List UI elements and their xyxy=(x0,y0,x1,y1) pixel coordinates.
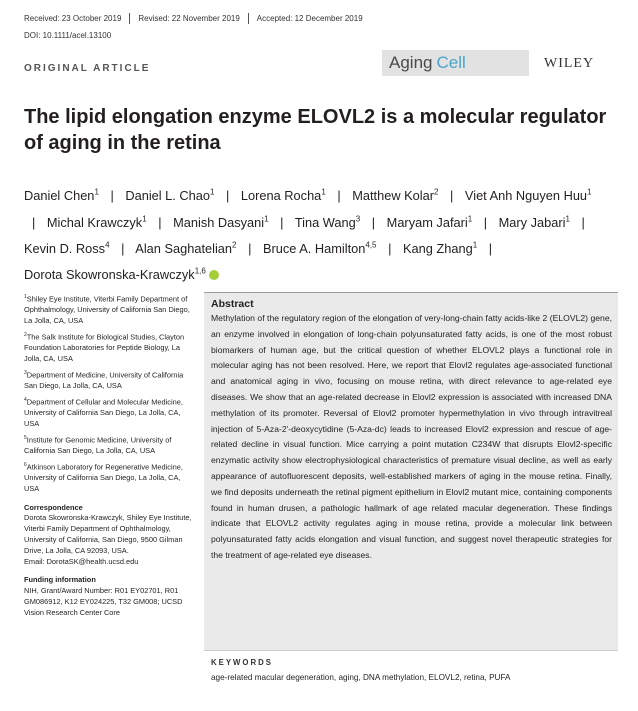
affiliations xyxy=(24,292,194,495)
affiliation-item xyxy=(24,368,194,392)
abstract-heading: Abstract xyxy=(211,298,254,310)
correspondence-heading: Correspondence xyxy=(24,502,83,512)
divider xyxy=(129,13,130,24)
abstract-box xyxy=(204,292,618,650)
affiliation-item xyxy=(24,292,194,327)
author-separator: | xyxy=(488,240,493,256)
author-name[interactable] xyxy=(263,241,377,256)
author-name-text: Kang Zhang xyxy=(402,240,473,256)
orcid-icon[interactable] xyxy=(209,270,219,280)
author-separator: | xyxy=(248,240,252,256)
section-label: ORIGINAL ARTICLE xyxy=(24,63,151,74)
keywords-text: age-related macular degeneration, aging, DNA methylation, ELOVL2, retina, PUFA xyxy=(211,673,511,682)
funding-text: NIH, Grant/Award Number: R01 EY02701, R01 GM086912, K12 EY024225, T32 GM008; UCSD Vision Research Center Core xyxy=(24,586,183,617)
author-name[interactable] xyxy=(403,241,477,256)
affiliation-number: 2 xyxy=(24,331,27,338)
author-affiliation-number: 4 xyxy=(105,240,110,250)
author-affiliation-number: 1 xyxy=(264,214,269,224)
author-name-text: Kevin D. Ross xyxy=(24,240,106,256)
affiliation-number: 6 xyxy=(24,461,27,468)
author-affiliation-number: 1 xyxy=(94,188,99,197)
affiliation-number: 3 xyxy=(24,369,27,376)
author-separator: | xyxy=(337,188,341,204)
author-separator: | xyxy=(32,214,36,230)
article-info-sidebar xyxy=(24,292,194,619)
author-name[interactable] xyxy=(24,188,99,203)
revised-date: Revised: 22 November 2019 xyxy=(138,14,240,23)
author-name-text: Viet Anh Nguyen Huu xyxy=(464,188,588,204)
author-separator: | xyxy=(121,240,125,256)
affiliation-text: Department of Medicine, University of California San Diego, La Jolla, CA, USA xyxy=(24,370,184,390)
author-name[interactable] xyxy=(241,188,326,203)
author-name[interactable] xyxy=(465,188,592,203)
affiliation-text: Atkinson Laboratory for Regenerative Medicine, University of California San Diego, La Jolla, CA, USA xyxy=(24,462,183,493)
affiliation-text: Shiley Eye Institute, Viterbi Family Department of Ophthalmology, University of California San Diego, La Jolla, CA, USA xyxy=(24,294,190,326)
author-name-text: Dorota Skowronska-Krawczyk xyxy=(24,267,195,283)
affiliation-item xyxy=(24,433,194,457)
divider xyxy=(248,13,249,24)
author-affiliation-number: 4,5 xyxy=(365,240,377,250)
author-affiliation-number: 1,6 xyxy=(194,266,206,276)
author-name-text: Matthew Kolar xyxy=(352,188,435,204)
correspondence-email[interactable]: Email: DorotaSK@health.ucsd.edu xyxy=(24,556,139,566)
journal-logo[interactable] xyxy=(382,50,529,76)
author-name[interactable] xyxy=(499,215,570,230)
author-name-text: Bruce A. Hamilton xyxy=(262,240,366,256)
author-name[interactable] xyxy=(24,241,110,256)
author-affiliation-number: 1 xyxy=(472,240,478,250)
affiliation-text: The Salk Institute for Biological Studies, Clayton Foundation Laboratories for Peptide Biology, La Jolla, CA, USA xyxy=(24,332,185,363)
author-name-text: Daniel L. Chao xyxy=(125,188,210,204)
author-separator: | xyxy=(226,188,230,204)
affiliation-item xyxy=(24,330,194,365)
abstract-text: Methylation of the regulatory region of the elongation of very-long-chain fatty acids-like 2 (ELOVL2) gene, an enzyme involved in elongation of long-chain polyunsaturated fatty acids, is one of the most robust biomarkers of human age, but the critical question of whether ELOVL2 plays a functional role in molecular aging has not been resolved. Here, we report that Elovl2 regulates age-associated functional and anatomical aging in vivo, focusing on mouse retina, with direct relevance to age-related eye diseases. We show that an age-related decrease in Elovl2 expression is associated with increased DNA methylation of its promoter. Reversal of Elovl2 promoter hypermethylation in vivo through intravitreal injection of 5-Aza-2'-deoxycytidine (5-Aza-dc) leads to increased Elovl2 expression and rescue of age-related decline in visual function. Mice carrying a point mutation C234W that disrupts Elovl2-specific enzymatic activity show electrophysiological characteristics of premature visual decline, as well as early appearance of autofluorescent deposits, well-established markers of aging in the mouse retina. Finally, we find deposits underneath the retinal pigment epithelium in Elovl2 mutant mice, containing components found in human drusen, a pathologic hallmark of age related macular degeneration. These findings indicate that ELOVL2 activity regulates aging in mouse retina, provide a molecular link between polyunsaturated fatty acids elongation and visual function, and suggest novel therapeutic strategies for the treatment of age-related eye diseases. xyxy=(211,313,612,560)
received-date: Received: 23 October 2019 xyxy=(24,14,122,23)
author-list xyxy=(24,181,614,286)
funding-heading: Funding information xyxy=(24,575,96,585)
author-name[interactable] xyxy=(173,215,269,230)
author-separator: | xyxy=(388,240,392,256)
author-affiliation-number: 1 xyxy=(142,214,147,224)
author-name-text: Mary Jabari xyxy=(498,214,566,230)
author-name-text: Maryam Jafari xyxy=(386,214,468,230)
affiliation-number: 1 xyxy=(24,294,27,300)
author-separator: | xyxy=(371,214,376,230)
author-name[interactable] xyxy=(24,267,219,282)
author-name[interactable] xyxy=(47,215,147,230)
author-separator: | xyxy=(581,214,585,230)
author-name-text: Manish Dasyani xyxy=(173,214,265,230)
accepted-date: Accepted: 12 December 2019 xyxy=(256,14,363,23)
article-title: The lipid elongation enzyme ELOVL2 is a molecular regulator of aging in the retina xyxy=(24,106,607,154)
correspondence-text: Dorota Skowronska-Krawczyk, Shiley Eye Institute, Viterbi Family Department of Ophthalmology, University of California, San Diego, 9500 Gilman Drive, La Jolla, CA 92093, USA. xyxy=(24,513,192,555)
journal-name-aging: Aging xyxy=(389,53,433,72)
publication-dates xyxy=(24,13,363,24)
author-affiliation-number: 2 xyxy=(434,188,439,197)
author-name-text: Michal Krawczyk xyxy=(46,214,143,230)
author-affiliation-number: 1 xyxy=(467,214,473,224)
author-affiliation-number: 1 xyxy=(210,188,215,197)
publisher-logo[interactable]: WILEY xyxy=(544,56,595,71)
affiliation-item xyxy=(24,460,194,495)
author-affiliation-number: 1 xyxy=(587,188,592,197)
author-name-text: Lorena Rocha xyxy=(240,188,322,204)
author-name[interactable] xyxy=(125,188,214,203)
keywords-box xyxy=(204,650,618,691)
author-name[interactable] xyxy=(295,215,360,230)
author-name-text: Daniel Chen xyxy=(24,188,95,204)
affiliation-text: Department of Cellular and Molecular Medicine, University of California San Diego, La Jolla, CA, USA xyxy=(24,397,183,428)
keywords-heading: KEYWORDS xyxy=(211,658,273,667)
author-separator: | xyxy=(110,188,114,204)
author-separator: | xyxy=(483,214,488,230)
author-affiliation-number: 1 xyxy=(565,214,570,224)
affiliation-item xyxy=(24,395,194,430)
author-separator: | xyxy=(450,188,454,204)
author-name[interactable] xyxy=(135,241,236,256)
author-separator: | xyxy=(158,214,162,230)
author-name-text: Alan Saghatelian xyxy=(135,240,233,256)
affiliation-text: Institute for Genomic Medicine, University of California San Diego, La Jolla, CA, USA xyxy=(24,435,172,455)
author-name[interactable] xyxy=(387,215,473,230)
affiliation-number: 4 xyxy=(24,396,27,403)
author-name[interactable] xyxy=(352,188,438,203)
author-affiliation-number: 3 xyxy=(355,214,361,224)
author-affiliation-number: 1 xyxy=(321,188,326,197)
affiliation-number: 5 xyxy=(24,434,27,441)
author-separator: | xyxy=(280,214,284,230)
author-name-text: Tina Wang xyxy=(294,214,356,230)
journal-name-cell: Cell xyxy=(436,53,466,72)
author-affiliation-number: 2 xyxy=(232,240,237,250)
doi[interactable]: DOI: 10.1111/acel.13100 xyxy=(24,31,112,40)
